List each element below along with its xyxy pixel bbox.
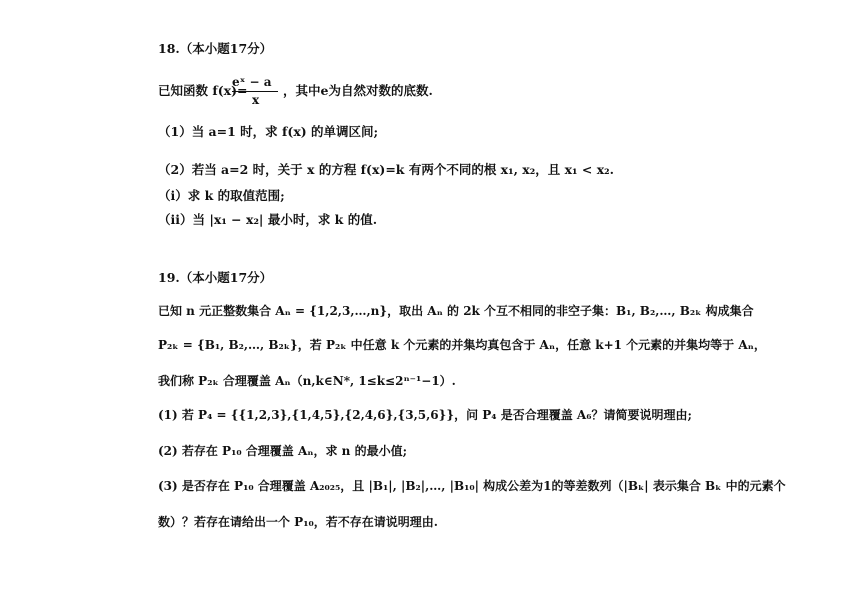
q18-stem-suffix: ，其中e为自然对数的底数.	[283, 83, 433, 98]
q18-part2-i: （i）求 k 的取值范围;	[158, 188, 285, 203]
q18-fraction-denominator: x	[252, 93, 260, 107]
q19-part1: (1) 若 P₄ = {{1,2,3},{1,4,5},{2,4,6},{3,5,6}}，问 P₄ 是否合理覆盖 A₆？请简要说明理由;	[158, 408, 692, 422]
q19-part3-line2: 数）？若存在请给出一个 P₁₀，若不存在请说明理由.	[158, 515, 438, 529]
q18-stem-prefix: 已知函数 f(x)=	[158, 83, 248, 98]
q18-part1: （1）当 a=1 时，求 f(x) 的单调区间;	[158, 124, 379, 139]
q19-line2: P₂ₖ = {B₁, B₂,…, B₂ₖ}，若 P₂ₖ 中任意 k 个元素的并集均真包含于 Aₙ，任意 k+1 个元素的并集均等于 Aₙ，	[158, 338, 766, 352]
q19-line3: 我们称 P₂ₖ 合理覆盖 Aₙ（n,k∈N*, 1≤k≤2ⁿ⁻¹−1）.	[158, 374, 456, 388]
q19-line1: 已知 n 元正整数集合 Aₙ = {1,2,3,…,n}，取出 Aₙ 的 2k 个互不相同的非空子集：B₁, B₂,…, B₂ₖ 构成集合	[158, 304, 754, 318]
q18-fraction-bar	[232, 91, 278, 92]
q19-part3-line1: (3) 是否存在 P₁₀ 合理覆盖 A₂₀₂₅，且 |B₁|, |B₂|,…, |B₁₀| 构成公差为1的等差数列（|Bₖ| 表示集合 Bₖ 中的元素个	[158, 479, 786, 493]
q18-fraction-numerator: eˣ − a	[232, 75, 272, 89]
q18-part2: （2）若当 a=2 时，关于 x 的方程 f(x)=k 有两个不同的根 x₁, x₂，且 x₁ < x₂.	[158, 162, 614, 177]
q19-header: 19.（本小题17分）	[158, 270, 273, 285]
q18-header: 18.（本小题17分）	[158, 41, 273, 56]
q18-part2-ii: （ii）当 |x₁ − x₂| 最小时，求 k 的值.	[158, 212, 378, 227]
q19-part2: (2) 若存在 P₁₀ 合理覆盖 Aₙ，求 n 的最小值;	[158, 444, 408, 458]
